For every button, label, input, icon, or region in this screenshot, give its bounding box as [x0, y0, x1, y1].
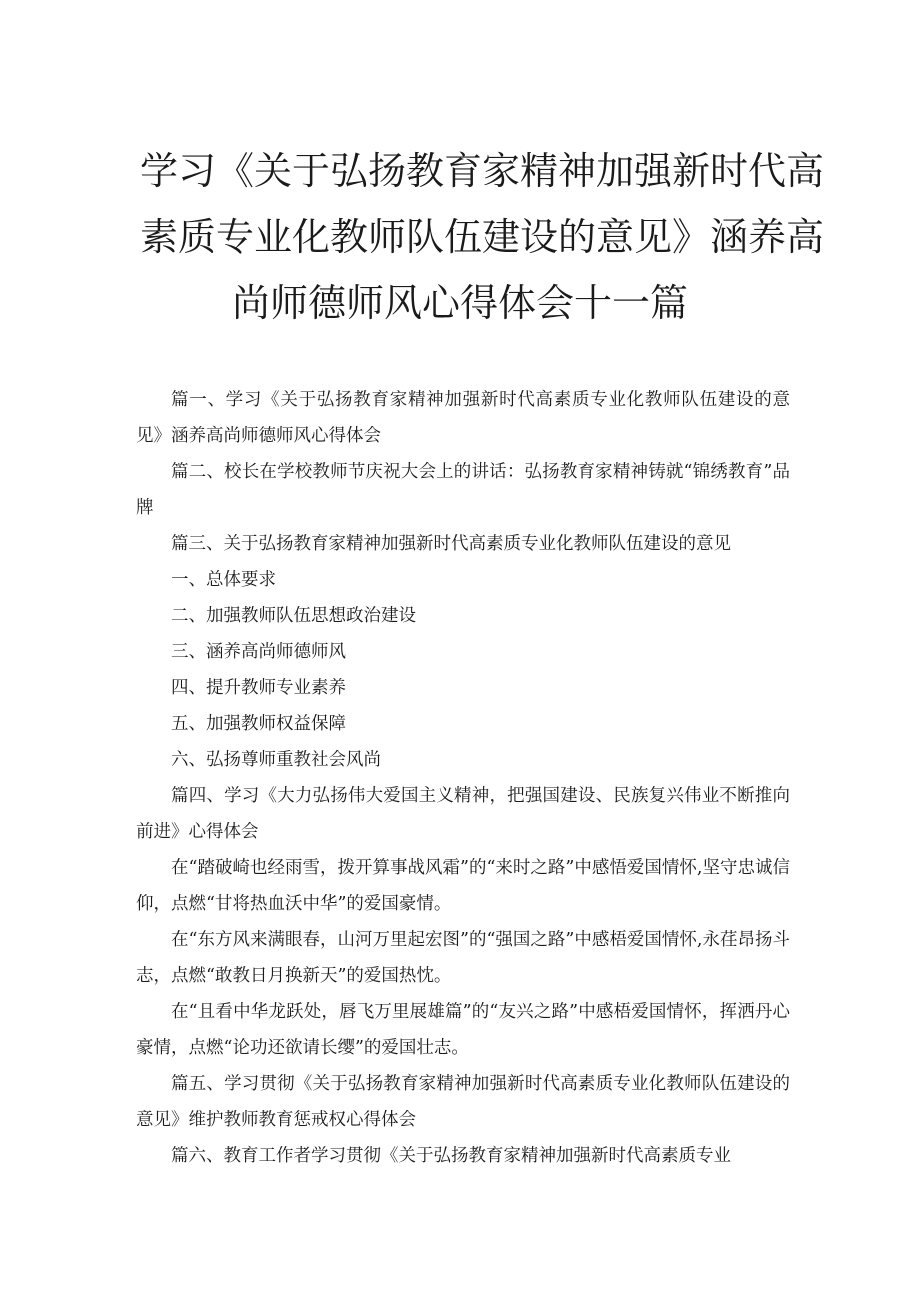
paragraph-article-3: 篇三、关于弘扬教育家精神加强新时代高素质专业化教师队伍建设的意见 — [171, 534, 731, 554]
paragraph-article-2: 篇二、校长在学校教师节庆祝大会上的讲话：弘扬教育家精神铸就“锦绣教育”品牌 — [136, 462, 790, 518]
paragraph-road-revival: 在“且看中华龙跃处，唇飞万里展雄篇”的“友兴之路”中感梧爱国情怀，挥洒丹心豪情，点燃“论功还欲请长缨”的爱国壮志。 — [136, 1002, 790, 1058]
paragraph-section-5: 五、加强教师权益保障 — [171, 714, 346, 734]
document-title — [140, 138, 825, 336]
paragraph-section-4: 四、提升教师专业素养 — [171, 678, 346, 698]
paragraph-article-5: 篇五、学习贯彻《关于弘扬教育家精神加强新时代高素质专业化教师队伍建设的意见》维护教师教育惩戒权心得体会 — [136, 1074, 790, 1130]
paragraph-article-1: 篇一、学习《关于弘扬教育家精神加强新时代高素质专业化教师队伍建设的意见》涵养高尚师德师风心得体会 — [136, 390, 790, 446]
paragraph-article-6: 篇六、教育工作者学习贯彻《关于弘扬教育家精神加强新时代高素质专业 — [171, 1146, 731, 1166]
paragraph-road-strength: 在“东方风来满眼春，山河万里起宏图”的“强国之路”中感梧爱国情怀,永荏昂扬斗志，点燃“敢教日月换新天”的爱国热忱。 — [136, 930, 790, 986]
title-line-3: 尚师德师风心得体会十一篇 — [231, 281, 688, 325]
paragraph-section-1: 一、总体要求 — [171, 570, 276, 590]
paragraph-road-past: 在“踏破崎也经雨雪，拨开算事战风霜”的“来时之路”中感悟爱国情怀,坚守忠诚信仰，点燃“甘将热血沃中华”的爱国豪情。 — [136, 858, 790, 914]
paragraph-article-4: 篇四、学习《大力弘扬伟大爱国主义精神，把强国建设、民族复兴伟业不断推向前进》心得体会 — [136, 786, 790, 842]
paragraph-section-3: 三、涵养高尚师德师风 — [171, 642, 346, 662]
title-line-1: 学习《关于弘扬教育家精神加强新时代高 — [140, 149, 825, 193]
paragraph-section-6: 六、弘扬尊师重教社会风尚 — [171, 750, 381, 770]
document-body — [136, 382, 790, 1174]
paragraph-section-2: 二、加强教师队伍思想政治建设 — [171, 606, 416, 626]
title-line-2: 素质专业化教师队伍建设的意见》涵养高 — [140, 215, 825, 259]
